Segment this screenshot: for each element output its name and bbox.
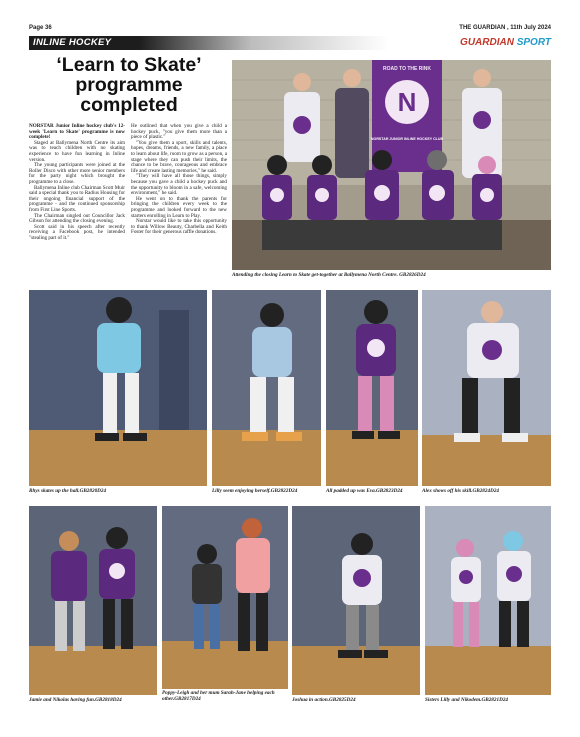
photo-rhys [29, 290, 207, 486]
banner-subtitle: NORSTAR JUNIOR INLINE HOCKEY CLUB [370, 137, 444, 141]
logo-guardian: GUARDIAN [460, 37, 514, 48]
article-column-1 [29, 124, 125, 241]
banner-title: ROAD TO THE RINK [383, 66, 431, 72]
article-paragraph: He outlined that when you give a child a hockey puck, "you give them more than a piece of plastic." [131, 123, 227, 141]
group-photo [232, 60, 551, 270]
guardian-sport-logo [460, 36, 551, 50]
section-band [29, 36, 551, 50]
article-lead: NORSTAR Junior Inline hockey club's 12-week 'Learn to Skate' programme is now complete! [29, 123, 125, 141]
caption-alex: Alex shows off his skill.GB2824D24 [422, 488, 500, 494]
photo-sisters [425, 506, 551, 695]
article-paragraph: Staged at Ballymena North Centre its aim was to teach children with no skating experience to have fun learning in Inline version. [29, 139, 125, 163]
section-label: INLINE HOCKEY [29, 36, 139, 50]
page-number: Page 36 [29, 25, 52, 31]
article-paragraph [29, 124, 125, 141]
article-paragraph: Norstar would like to take this opportunity to thank Willow Beauty, Charbella and Keith Foster for their generous raffle donations. [131, 218, 227, 236]
article-headline: ‘Learn to Skate’ programme completed [56, 54, 202, 116]
article-paragraph: Scott said in his speech after recently receiving a Facebook post, he intended "stealing part of it." [29, 223, 125, 241]
article-column-2 [131, 124, 227, 236]
logo-sport: SPORT [516, 37, 551, 48]
caption-sisters: Sisters Lilly and Nikodem.GB2821D24 [425, 697, 509, 703]
publication-date: THE GUARDIAN , 11th July 2024 [459, 25, 551, 31]
section-band-fade [139, 36, 389, 50]
photo-lilly [212, 290, 321, 486]
caption-group: Attending the closing Learn to Skate get-together at Ballymena North Centre. GB2826D24 [232, 272, 426, 278]
caption-rhys: Rhys skates up the hall.GB2820D24 [29, 488, 107, 494]
caption-lilly: Lilly seem enjoying herself.GB2822D24 [212, 488, 298, 494]
caption-joshua: Joshua in action.GB2825D24 [292, 697, 356, 703]
photo-eva [326, 290, 418, 486]
article-paragraph: "They will have all those things, simply because you gave a child a hockey puck and the opportunity to bloom in a safe, welcoming environment," he said. [131, 173, 227, 197]
caption-eva: All padded up was Eva.GB2823D24 [326, 488, 403, 494]
photo-alex [422, 290, 551, 486]
photo-jamie-nikolas [29, 506, 157, 695]
article-paragraph: "You give them a sport, skills and talents, hopes, dreams, friends, a new family, a place to learn about life, room to grow as a person, a stage where they can push their limits, the chance to be brave, courageous and embrace life and create lasting memories," he said. [131, 139, 227, 174]
article-paragraph: Ballymena Inline club Chairman Scott Muir said a special thank you to Radius Housing for their ongoing financial support of the programme - and the continued sponsorship from First Line Sports. [29, 184, 125, 213]
article-paragraph: The Chairman singled out Councillor Jack Gibson for attending the closing evening. [29, 212, 125, 225]
photo-poppy-sarah [162, 506, 288, 689]
caption-jamie-nikolas: Jamie and Nikolas having fun.GB2818D24 [29, 697, 122, 703]
article-paragraph: He went on to thank the parents for bringing the children every week to the programme and looked forward to the new starters enrolling in Learn to Play. [131, 195, 227, 219]
caption-poppy-sarah: Poppy-Leigh and her mum Sarah-Jane helping each other.GB2817D24 [162, 690, 275, 702]
article-paragraph: The young participants were joined at the Roller Disco with other more senior members for the party night which brought the programme to a close. [29, 162, 125, 185]
banner-logo-letter: N [397, 87, 417, 117]
photo-joshua [292, 506, 420, 695]
